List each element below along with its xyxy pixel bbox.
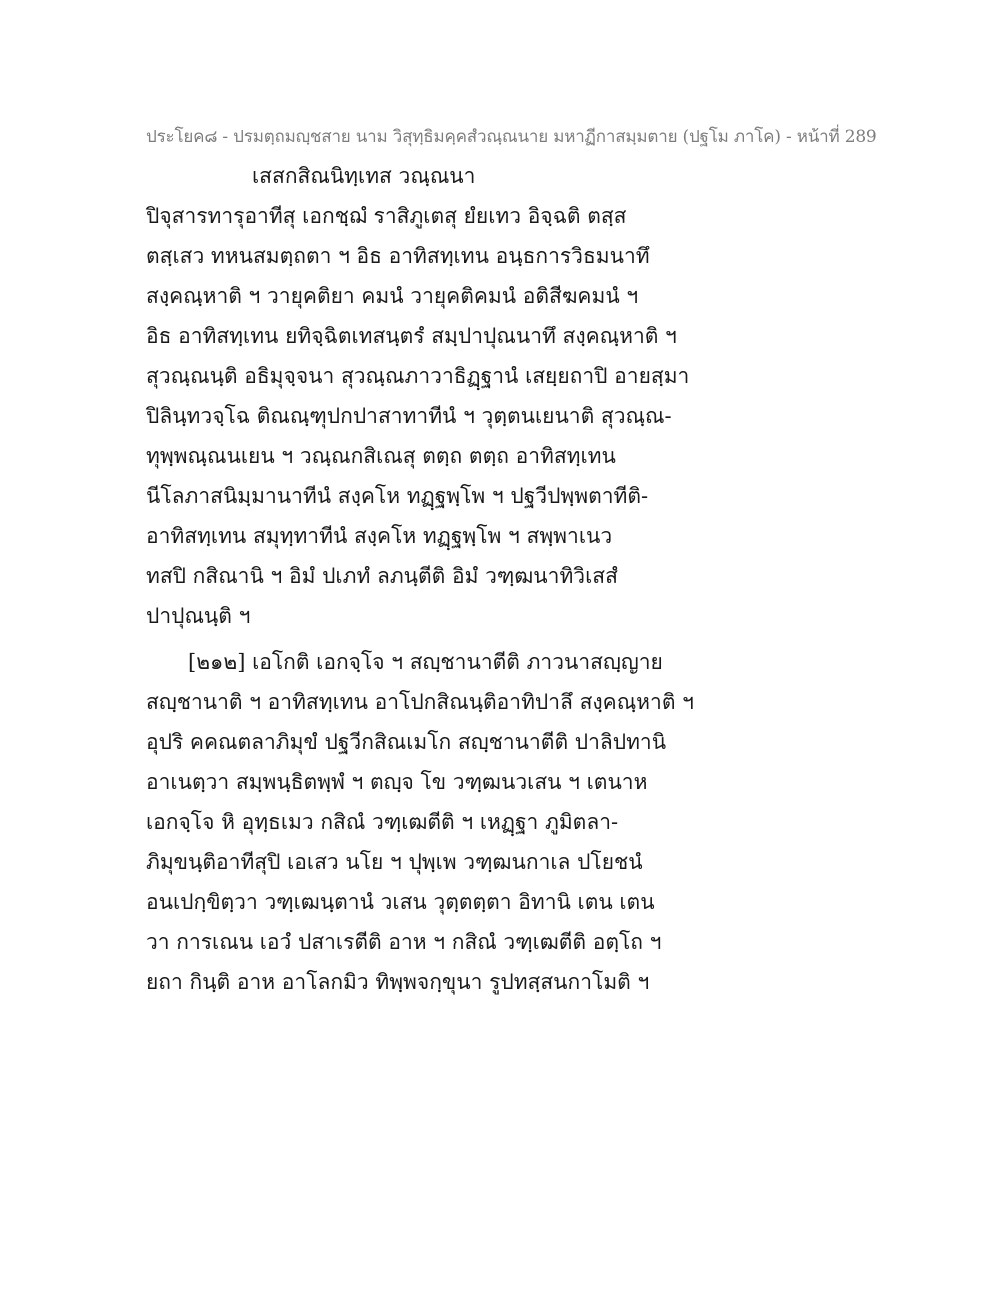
text-line: นีโลภาสนิมฺมานาทีนํ สงฺคโห ทฏฺฐพฺโพ ฯ ปฐวีปพฺพตาทีติ- (146, 484, 649, 508)
text-line: ปาปุณนฺติ ฯ (146, 604, 251, 628)
text-line: สุวณฺณนฺติ อธิมุจฺจนา สุวณฺณภาวาธิฏฺฐานํ เสยฺยถาปิ อายสฺมา (146, 364, 690, 388)
paragraph (146, 646, 694, 1006)
text-line: อาเนตฺวา สมฺพนฺธิตพฺพํ ฯ ตญฺจ โข วฑฺฒนวเสน ฯ เตนาห (146, 770, 648, 794)
text-line: อาทิสทฺเทน สมุทฺทาทีนํ สงฺคโห ทฏฺฐพฺโพ ฯ สพฺพาเนว (146, 524, 613, 548)
text-line: ยถา กินฺติ อาห อาโลกมิว ทิพฺพจกฺขุนา รูปทสฺสนกาโมติ ฯ (146, 970, 650, 994)
text-line: ภิมุขนฺติอาทีสุปิ เอเสว นโย ฯ ปุพฺเพ วฑฺฒนกาเล ปโยชนํ (146, 850, 643, 874)
text-line: ตสฺเสว ทหนสมตฺถตา ฯ อิธ อาทิสทฺเทน อนฺธการวิธมนาทึ (146, 244, 650, 268)
text-line: [๒๑๒] เอโกติ เอกจฺโจ ฯ สญฺชานาตีติ ภาวนาสญฺญาย (188, 650, 663, 674)
text-line: วา การเณน เอวํ ปสาเรตีติ อาห ฯ กสิณํ วฑฺเฒตีติ อตฺโถ ฯ (146, 930, 662, 954)
text-line: สงฺคณฺหาติ ฯ วายุคติยา คมนํ วายุคติคมนํ อติสีฆคมนํ ฯ (146, 284, 639, 308)
text-line: ทสปิ กสิณานิ ฯ อิมํ ปเภทํ ลภนฺตีติ อิมํ วฑฺฒนาทิวิเสสํ (146, 564, 618, 588)
paragraph (146, 200, 690, 640)
section-title: เสสกสิณนิทฺเทส วณฺณนา (252, 164, 476, 188)
running-header: ประโยค๘ - ปรมตฺถมญฺชสาย นาม วิสุทฺธิมคฺคสํวณฺณนาย มหาฏีกาสมฺมตาย (ปฐโม ภาโค) - หน้าที่ 289 (146, 127, 877, 147)
text-line: เอกจฺโจ หิ อุทฺธเมว กสิณํ วฑฺเฒตีติ ฯ เหฏฺฐา ภูมิตลา- (146, 810, 619, 834)
body-text (146, 200, 694, 1006)
text-line: ทุพฺพณฺณนเยน ฯ วณฺณกสิเณสุ ตตฺถ ตตฺถ อาทิสทฺเทน (146, 444, 616, 468)
text-line: อิธ อาทิสทฺเทน ยทิจฺฉิตเทสนฺตรํ สมฺปาปุณนาทึ สงฺคณฺหาติ ฯ (146, 324, 677, 348)
text-line: อนเปกฺขิตฺวา วฑฺเฒนฺตานํ วเสน วุตฺตตฺตา อิทานิ เตน เตน (146, 890, 655, 914)
text-line: ปิจุสารทารุอาทีสุ เอกชฺฌํ ราสิภูเตสุ ยํยเทว อิจฺฉติ ตสฺส (146, 204, 627, 228)
text-line: สญฺชานาติ ฯ อาทิสทฺเทน อาโปกสิณนฺติอาทิปาลึ สงฺคณฺหาติ ฯ (146, 690, 694, 714)
text-line: ปิลินฺทวจฺโฉ ติณณฺฑุปกปาสาทาทีนํ ฯ วุตฺตนเยนาติ สุวณฺณ- (146, 404, 672, 428)
text-line: อุปริ คคณตลาภิมุขํ ปฐวีกสิณเมโก สญฺชานาตีติ ปาลิปทานิ (146, 730, 667, 754)
